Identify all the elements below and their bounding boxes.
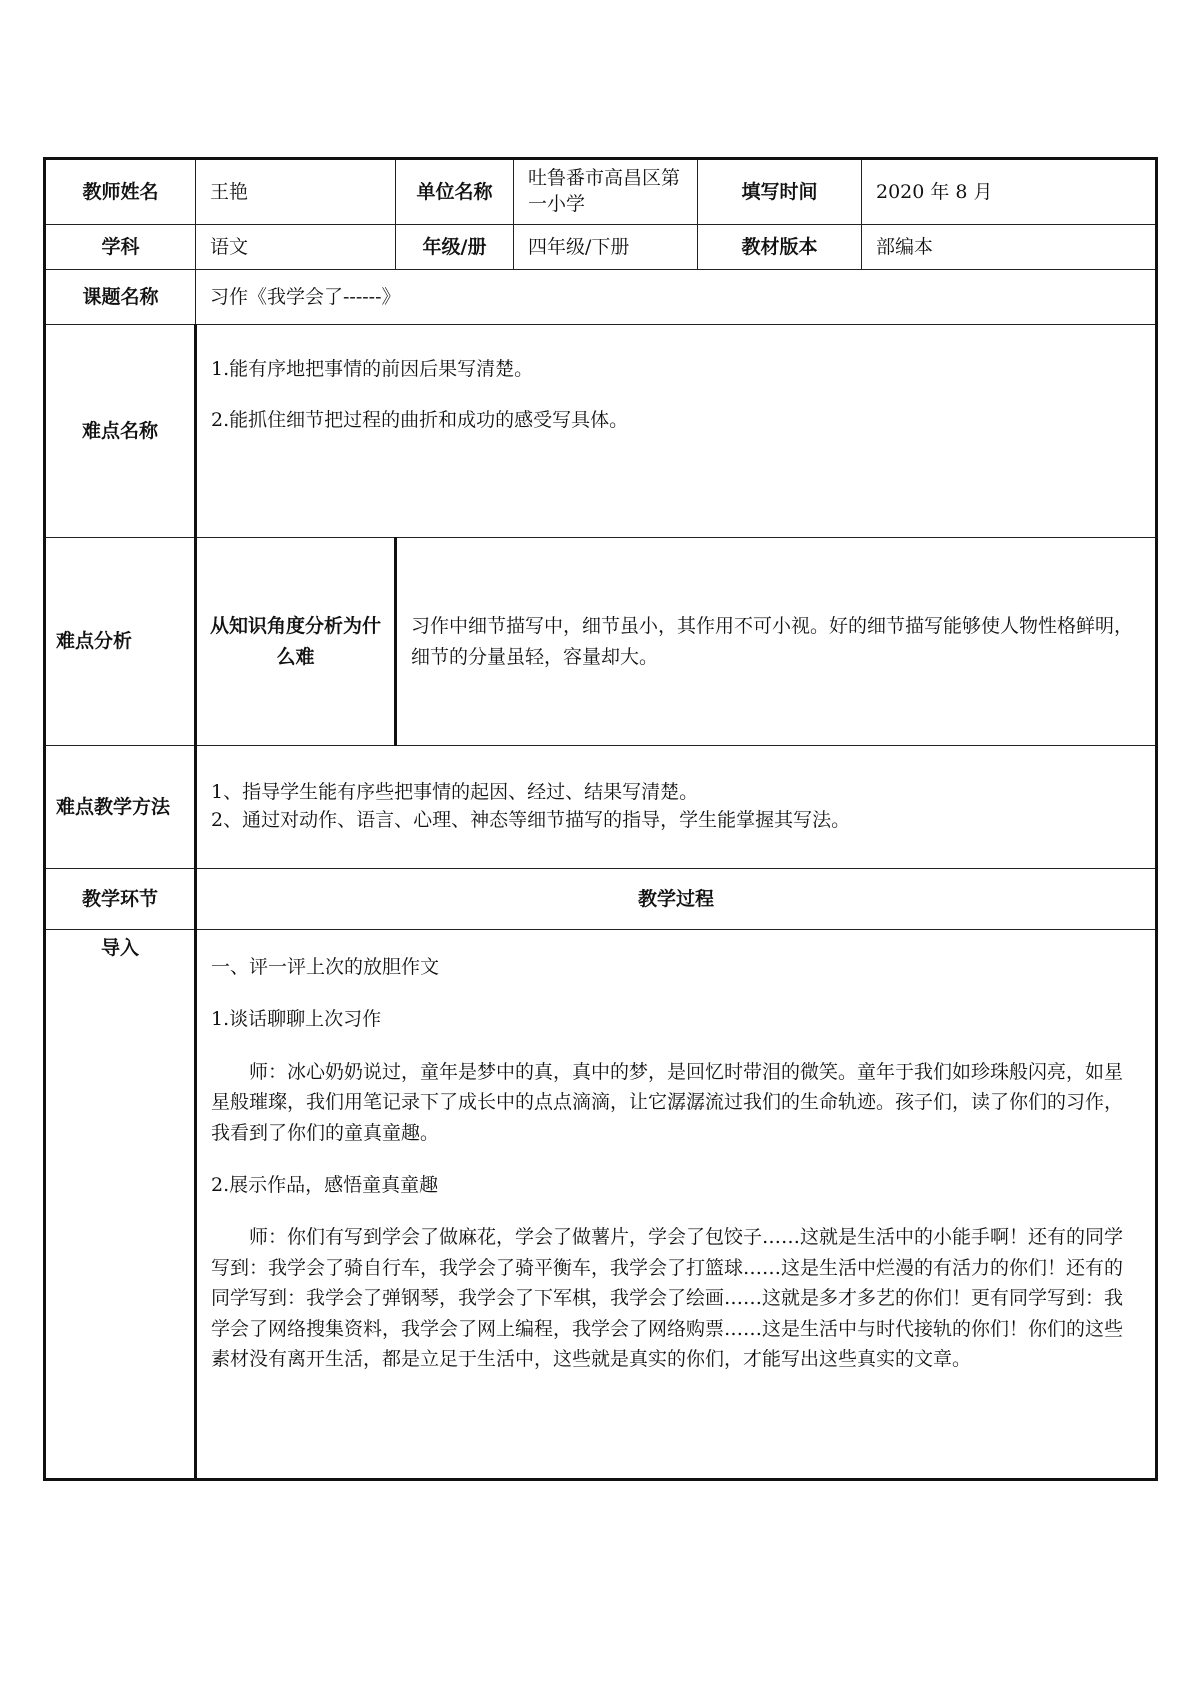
method-row bbox=[45, 746, 1157, 869]
fill-time-label: 填写时间 bbox=[698, 159, 862, 225]
difficulty-item: 2.能抓住细节把过程的曲折和成功的感受写具体。 bbox=[211, 408, 629, 431]
topic-value: 习作《我学会了------》 bbox=[196, 270, 1157, 325]
teacher-name-label: 教师姓名 bbox=[45, 159, 196, 225]
process-header-row bbox=[45, 869, 1157, 930]
method-item: 2、通过对动作、语言、心理、神态等细节描写的指导，学生能掌握其写法。 bbox=[211, 809, 851, 831]
subsection-title: 2.展示作品，感悟童真童趣 bbox=[211, 1173, 439, 1196]
fill-time-value: 2020 年 8 月 bbox=[862, 159, 1157, 225]
step-header: 教学环节 bbox=[45, 869, 196, 930]
process-content bbox=[196, 930, 1157, 1480]
edition-value: 部编本 bbox=[862, 225, 1157, 270]
header-row-1 bbox=[45, 159, 1157, 225]
analysis-row bbox=[45, 538, 1157, 746]
process-body-row bbox=[45, 930, 1157, 1480]
unit-name-value: 吐鲁番市高昌区第一小学 bbox=[514, 159, 698, 225]
lesson-plan-table bbox=[43, 157, 1158, 1481]
step-name: 导入 bbox=[45, 930, 196, 1480]
header-row-2 bbox=[45, 225, 1157, 270]
difficulty-item: 1.能有序地把事情的前因后果写清楚。 bbox=[211, 358, 534, 380]
process-header: 教学过程 bbox=[196, 869, 1157, 930]
paragraph: 师：你们有写到学会了做麻花，学会了做薯片，学会了包饺子……这就是生活中的小能手啊！还有的同学写到：我学会了骑自行车，我学会了骑平衡车，我学会了打篮球……这是生活中烂漫的有活力的你们！还有的同学写到：我学会了弹钢琴，我学会了下军棋，我学会了绘画……这就是多才多艺的你们！更有同学写到：我学会了网络搜集资料，我学会了网上编程，我学会了网络购票……这是生活中与时代接轨的你们！你们的这些素材没有离开生活，都是立足于生活中，这些就是真实的你们，才能写出这些真实的文章。 bbox=[211, 1226, 1124, 1370]
method-label: 难点教学方法 bbox=[45, 746, 196, 869]
grade-value: 四年级/下册 bbox=[514, 225, 698, 270]
unit-name-label: 单位名称 bbox=[396, 159, 514, 225]
subsection-title: 1.谈话聊聊上次习作 bbox=[211, 1008, 382, 1031]
teacher-name-value: 王艳 bbox=[196, 159, 396, 225]
method-item: 1、指导学生能有序些把事情的起因、经过、结果写清楚。 bbox=[211, 781, 699, 804]
topic-row bbox=[45, 270, 1157, 325]
paragraph: 师：冰心奶奶说过，童年是梦中的真，真中的梦，是回忆时带泪的微笑。童年于我们如珍珠般闪亮，如星星般璀璨，我们用笔记录下了成长中的点点滴滴，让它潺潺流过我们的生命轨迹。孩子们，读了你们的习作，我看到了你们的童真童趣。 bbox=[211, 1060, 1124, 1144]
analysis-sub-label: 从知识角度分析为什么难 bbox=[196, 538, 396, 746]
topic-label: 课题名称 bbox=[45, 270, 196, 325]
edition-label: 教材版本 bbox=[698, 225, 862, 270]
difficulty-content bbox=[196, 325, 1157, 538]
difficulty-row bbox=[45, 325, 1157, 538]
analysis-label: 难点分析 bbox=[45, 538, 196, 746]
section-title: 一、评一评上次的放胆作文 bbox=[211, 956, 440, 978]
method-content bbox=[196, 746, 1157, 869]
grade-label: 年级/册 bbox=[396, 225, 514, 270]
analysis-text: 习作中细节描写中，细节虽小，其作用不可小视。好的细节描写能够使人物性格鲜明，细节的分量虽轻，容量却大。 bbox=[396, 538, 1157, 746]
subject-value: 语文 bbox=[196, 225, 396, 270]
difficulty-label: 难点名称 bbox=[45, 325, 196, 538]
subject-label: 学科 bbox=[45, 225, 196, 270]
